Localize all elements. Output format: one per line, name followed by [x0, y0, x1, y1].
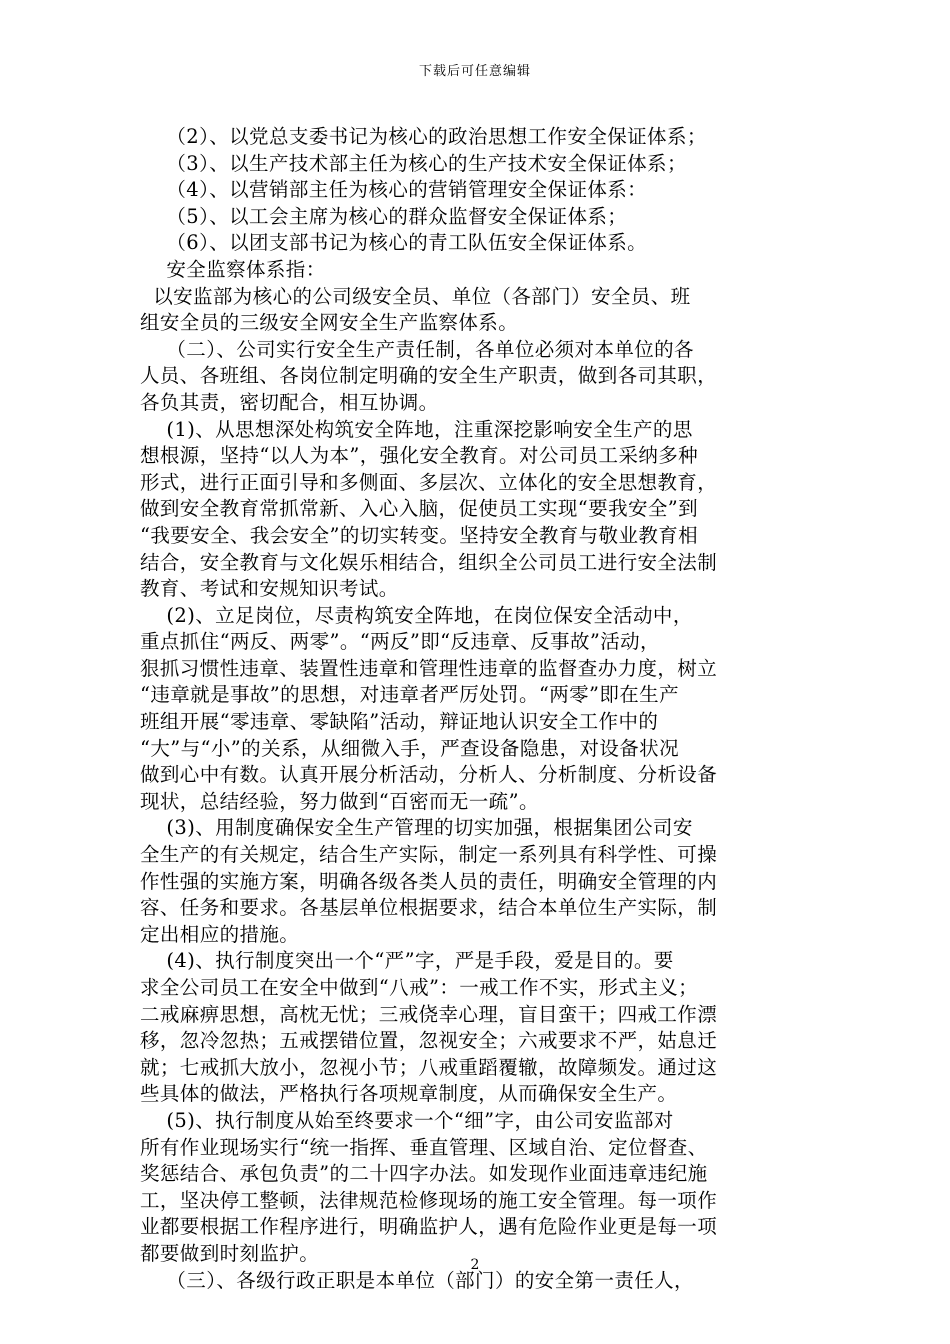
text-line: 奖惩结合、承包负责”的二十四字办法。如发现作业面违章违纪施	[140, 1162, 708, 1186]
text-line: （3）、以生产技术部主任为核心的生产技术安全保证体系；	[140, 151, 687, 175]
document-body	[140, 124, 820, 1294]
text-line: （6）、以团支部书记为核心的青工队伍安全保证体系。	[140, 231, 648, 255]
text-line: 组安全员的三级安全网安全生产监察体系。	[140, 311, 519, 335]
text-line: 移，忽冷忽热；五戒摆错位置，忽视安全；六戒要求不严，姑息迁	[140, 1029, 718, 1053]
text-line: (4)、执行制度突出一个“严”字，严是手段，爱是目的。要	[140, 949, 674, 973]
text-line: 各负其责，密切配合，相互协调。	[140, 390, 439, 414]
text-line: 业都要根据工作程序进行，明确监护人，遇有危险作业更是每一项	[140, 1215, 718, 1239]
text-line: 工，坚决停工整顿，法律规范检修现场的施工安全管理。每一项作	[140, 1188, 718, 1212]
text-line: 重点抓住“两反、两零”。“两反”即“反违章、反事故”活动，	[140, 630, 660, 654]
text-line: 定出相应的措施。	[140, 922, 300, 946]
text-line: 人员、各班组、各岗位制定明确的安全生产职责，做到各司其职，	[140, 364, 718, 388]
text-line: “大”与“小”的关系，从细微入手，严查设备隐患，对设备状况	[140, 736, 679, 760]
text-line: 都要做到时刻监护。	[140, 1241, 320, 1265]
page-number: 2	[470, 1257, 480, 1273]
text-line: 做到安全教育常抓常新、入心入脑，促使员工实现“要我安全”到	[140, 497, 699, 521]
text-line: 班组开展“零违章、零缺陷”活动，辩证地认识安全工作中的	[140, 710, 659, 734]
text-line: (3)、用制度确保安全生产管理的切实加强，根据集团公司安	[140, 816, 693, 840]
text-line: “我要安全、我会安全”的切实转变。坚持安全教育与敬业教育相	[140, 523, 699, 547]
text-line: “违章就是事故”的思想，对违章者严厉处罚。“两零”即在生产	[140, 683, 679, 707]
text-line: 狠抓习惯性违章、装置性违章和管理性违章的监督查办力度，树立	[140, 656, 718, 680]
text-line: 形式，进行正面引导和多侧面、多层次、立体化的安全思想教育，	[140, 470, 718, 494]
text-line: 安全监察体系指：	[140, 257, 326, 281]
text-line: 二戒麻痹思想，高枕无忧；三戒侥幸心理，盲目蛮干；四戒工作漂	[140, 1002, 718, 1026]
text-line: （5）、以工会主席为核心的群众监督安全保证体系；	[140, 204, 628, 228]
text-line: (1)、从思想深处构筑安全阵地，注重深挖影响安全生产的思	[140, 417, 693, 441]
text-line: 求全公司员工在安全中做到“八戒”：一戒工作不实，形式主义；	[140, 976, 699, 999]
text-line: 全生产的有关规定，结合生产实际，制定一系列具有科学性、可操	[140, 843, 718, 867]
text-line: 做到心中有数。认真开展分析活动，分析人、分析制度、分析设备	[140, 763, 718, 787]
text-line: 容、任务和要求。各基层单位根据要求，结合本单位生产实际，制	[140, 896, 718, 920]
text-line: （三）、各级行政正职是本单位（部门）的安全第一责任人，	[140, 1268, 694, 1292]
text-line: （二）、公司实行安全生产责任制，各单位必须对本单位的各	[140, 337, 694, 361]
text-line: (5)、执行制度从始至终要求一个“细”字，由公司安监部对	[140, 1108, 674, 1132]
text-line: 就；七戒抓大放小，忽视小节；八戒重蹈覆辙，故障频发。通过这	[140, 1055, 718, 1079]
text-line: 现状，总结经验，努力做到“百密而无一疏”。	[140, 789, 539, 813]
text-line: 作性强的实施方案，明确各级各类人员的责任，明确安全管理的内	[140, 869, 718, 893]
text-line: 所有作业现场实行“统一指挥、垂直管理、区域自治、定位督查、	[140, 1135, 708, 1159]
page-header: 下载后可任意编辑	[418, 64, 531, 79]
text-line: 些具体的做法，严格执行各项规章制度，从而确保安全生产。	[140, 1082, 678, 1106]
text-line: （4）、以营销部主任为核心的营销管理安全保证体系：	[140, 178, 648, 202]
text-line: 以安监部为核心的公司级安全员、单位（各部门）安全员、班	[140, 284, 691, 308]
text-line: 想根源，坚持“以人为本”，强化安全教育。对公司员工采纳多种	[140, 444, 699, 468]
text-line: (2)、立足岗位，尽责构筑安全阵地，在岗位保安全活动中，	[140, 603, 693, 627]
text-line: 教育、考试和安规知识考试。	[140, 577, 399, 601]
text-line: 结合，安全教育与文化娱乐相结合，组织全公司员工进行安全法制	[140, 550, 718, 574]
text-line: （2）、以党总支委书记为核心的政治思想工作安全保证体系；	[140, 125, 707, 148]
